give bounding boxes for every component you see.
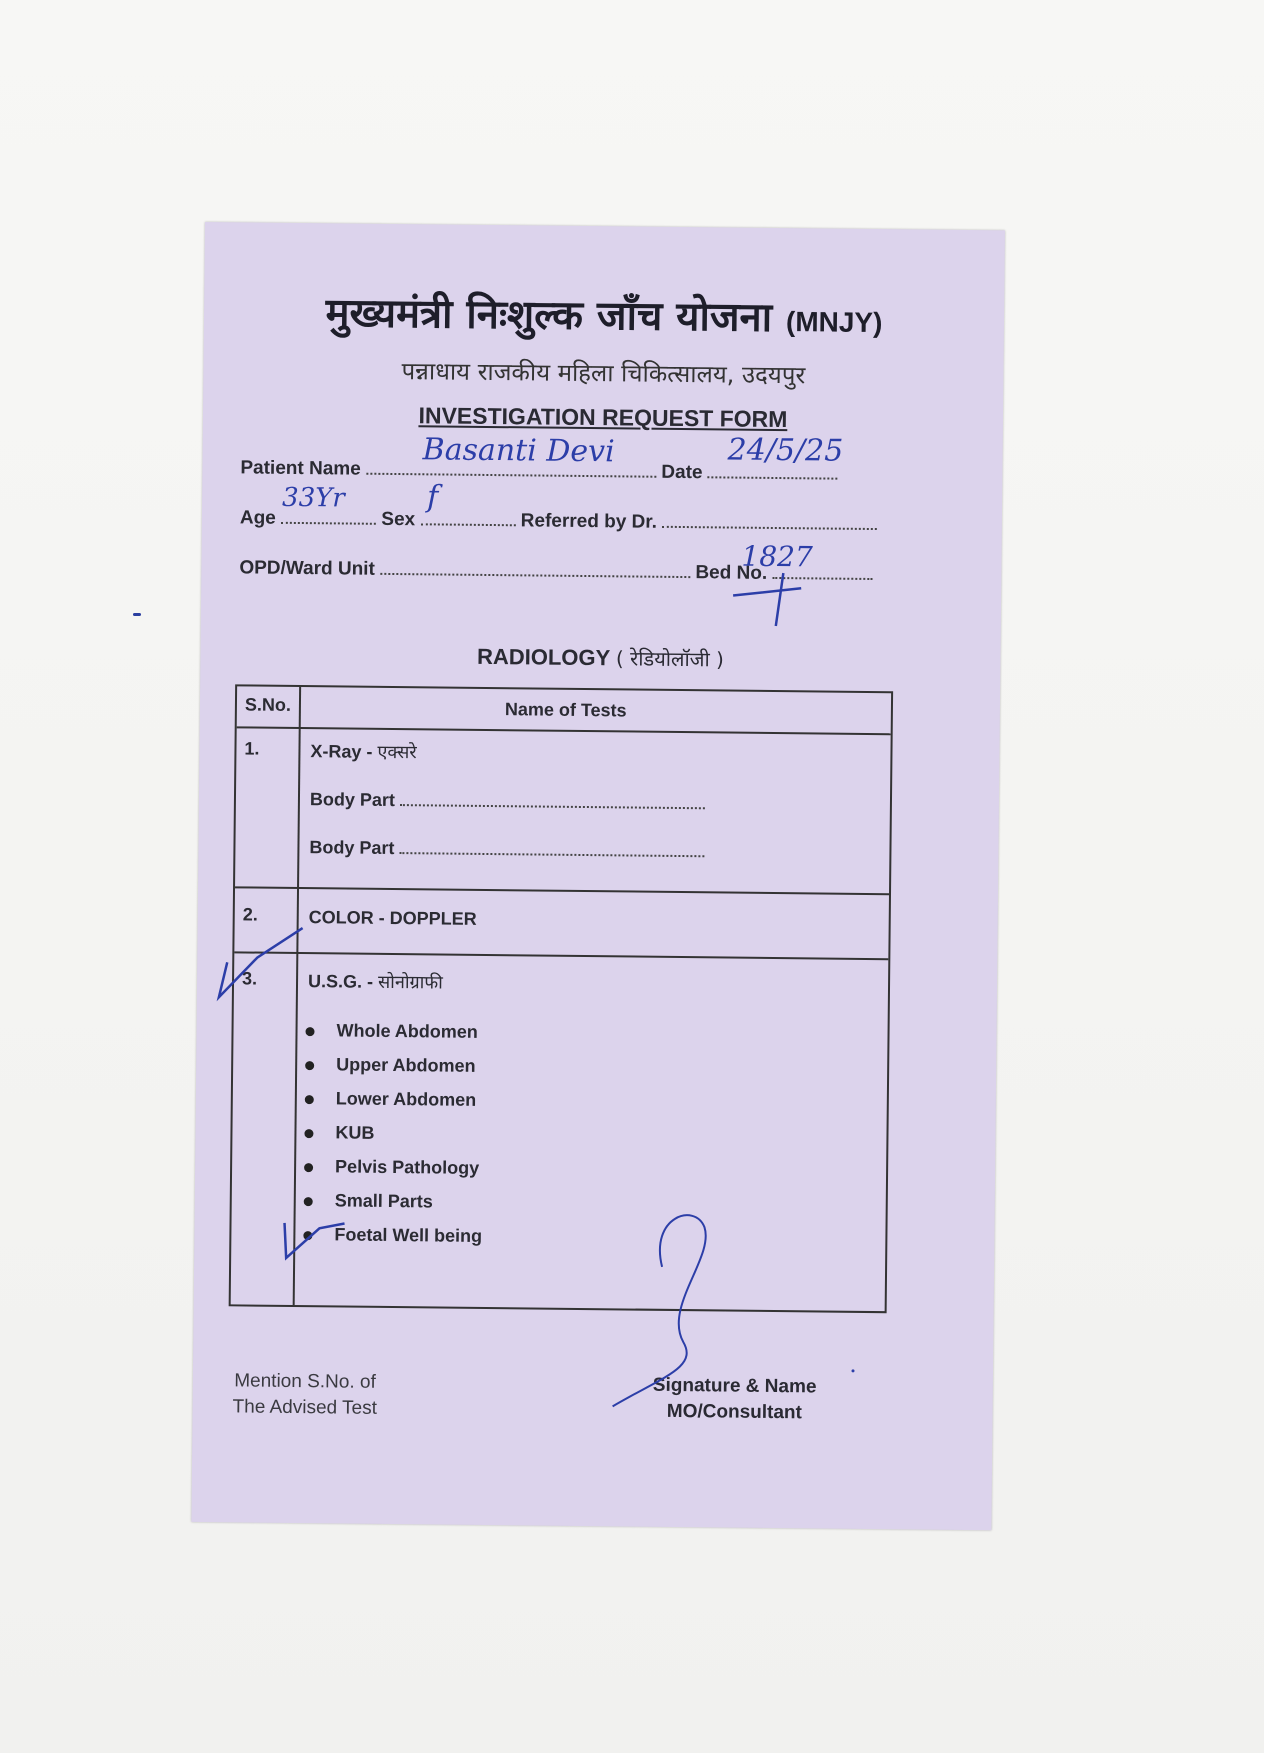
row-1-test-hindi: एक्सरे [377,741,417,764]
usg-option-label: KUB [335,1122,375,1143]
row-3-test-hindi: सोनोग्राफी [377,971,444,994]
section-title-en: RADIOLOGY [476,643,610,671]
footer-mention-line-1: Mention S.No. of [234,1370,376,1393]
row-1-sno: 1. [244,738,260,759]
sex-value: f [426,479,439,515]
checkmark-icon [284,1223,344,1259]
bed-no-label: Bed No. [695,562,768,584]
footer-signature-line-1: Signature & Name [652,1374,817,1398]
age-label: Age [239,507,276,529]
section-title-hindi: ( रेडियोलॉजी ) [615,646,725,672]
opd-ward-label: OPD/Ward Unit [239,557,375,580]
row-3-test-en: U.S.G. - [307,971,379,992]
scheme-title-hindi: मुख्यमंत्री निःशुल्क जाँच योजना [325,290,773,341]
investigation-form [191,222,1005,1530]
patient-name-value: Basanti Devi [422,432,615,470]
footer-signature-line-2: MO/Consultant [666,1400,803,1424]
patient-name-label: Patient Name [240,457,361,480]
usg-option-label: Whole Abdomen [336,1020,478,1042]
signature-scribble [613,1214,706,1407]
row-2-test: COLOR - DOPPLER [308,907,477,929]
form-title: INVESTIGATION REQUEST FORM [418,402,788,433]
hospital-name: पन्नाधाय राजकीय महिला चिकित्सालय, उदयपुर [401,357,806,390]
ink-speck [133,613,141,616]
usg-option-label: Small Parts [334,1190,433,1212]
age-value: 33Yr [281,482,345,514]
usg-option-label: Lower Abdomen [335,1088,477,1110]
scheme-abbreviation: (MNJY) [785,306,883,339]
date-label: Date [661,461,703,484]
bed-no-value: 1827 [741,539,813,574]
ink-dot [851,1369,854,1372]
referred-by-label: Referred by Dr. [520,510,658,533]
usg-option-label: Foetal Well being [334,1224,483,1246]
bed-no-underline-mark [733,573,802,627]
body-part-1-label: Body Part [309,789,396,811]
body-part-2-label: Body Part [309,837,395,859]
footer-mention-line-2: The Advised Test [232,1396,378,1419]
row-2-sno: 2. [242,904,258,925]
row-3-sno: 3. [241,968,258,989]
date-value: 24/5/25 [727,432,844,469]
ink-marks [191,222,1005,1530]
usg-option-label: Upper Abdomen [336,1054,476,1076]
header-sno: S.No. [244,694,292,715]
sex-label: Sex [381,508,416,531]
checkmark-icon [219,927,303,998]
usg-option-label: Pelvis Pathology [335,1156,480,1178]
header-tests: Name of Tests [504,699,627,721]
row-1-test-en: X-Ray - [310,741,378,762]
